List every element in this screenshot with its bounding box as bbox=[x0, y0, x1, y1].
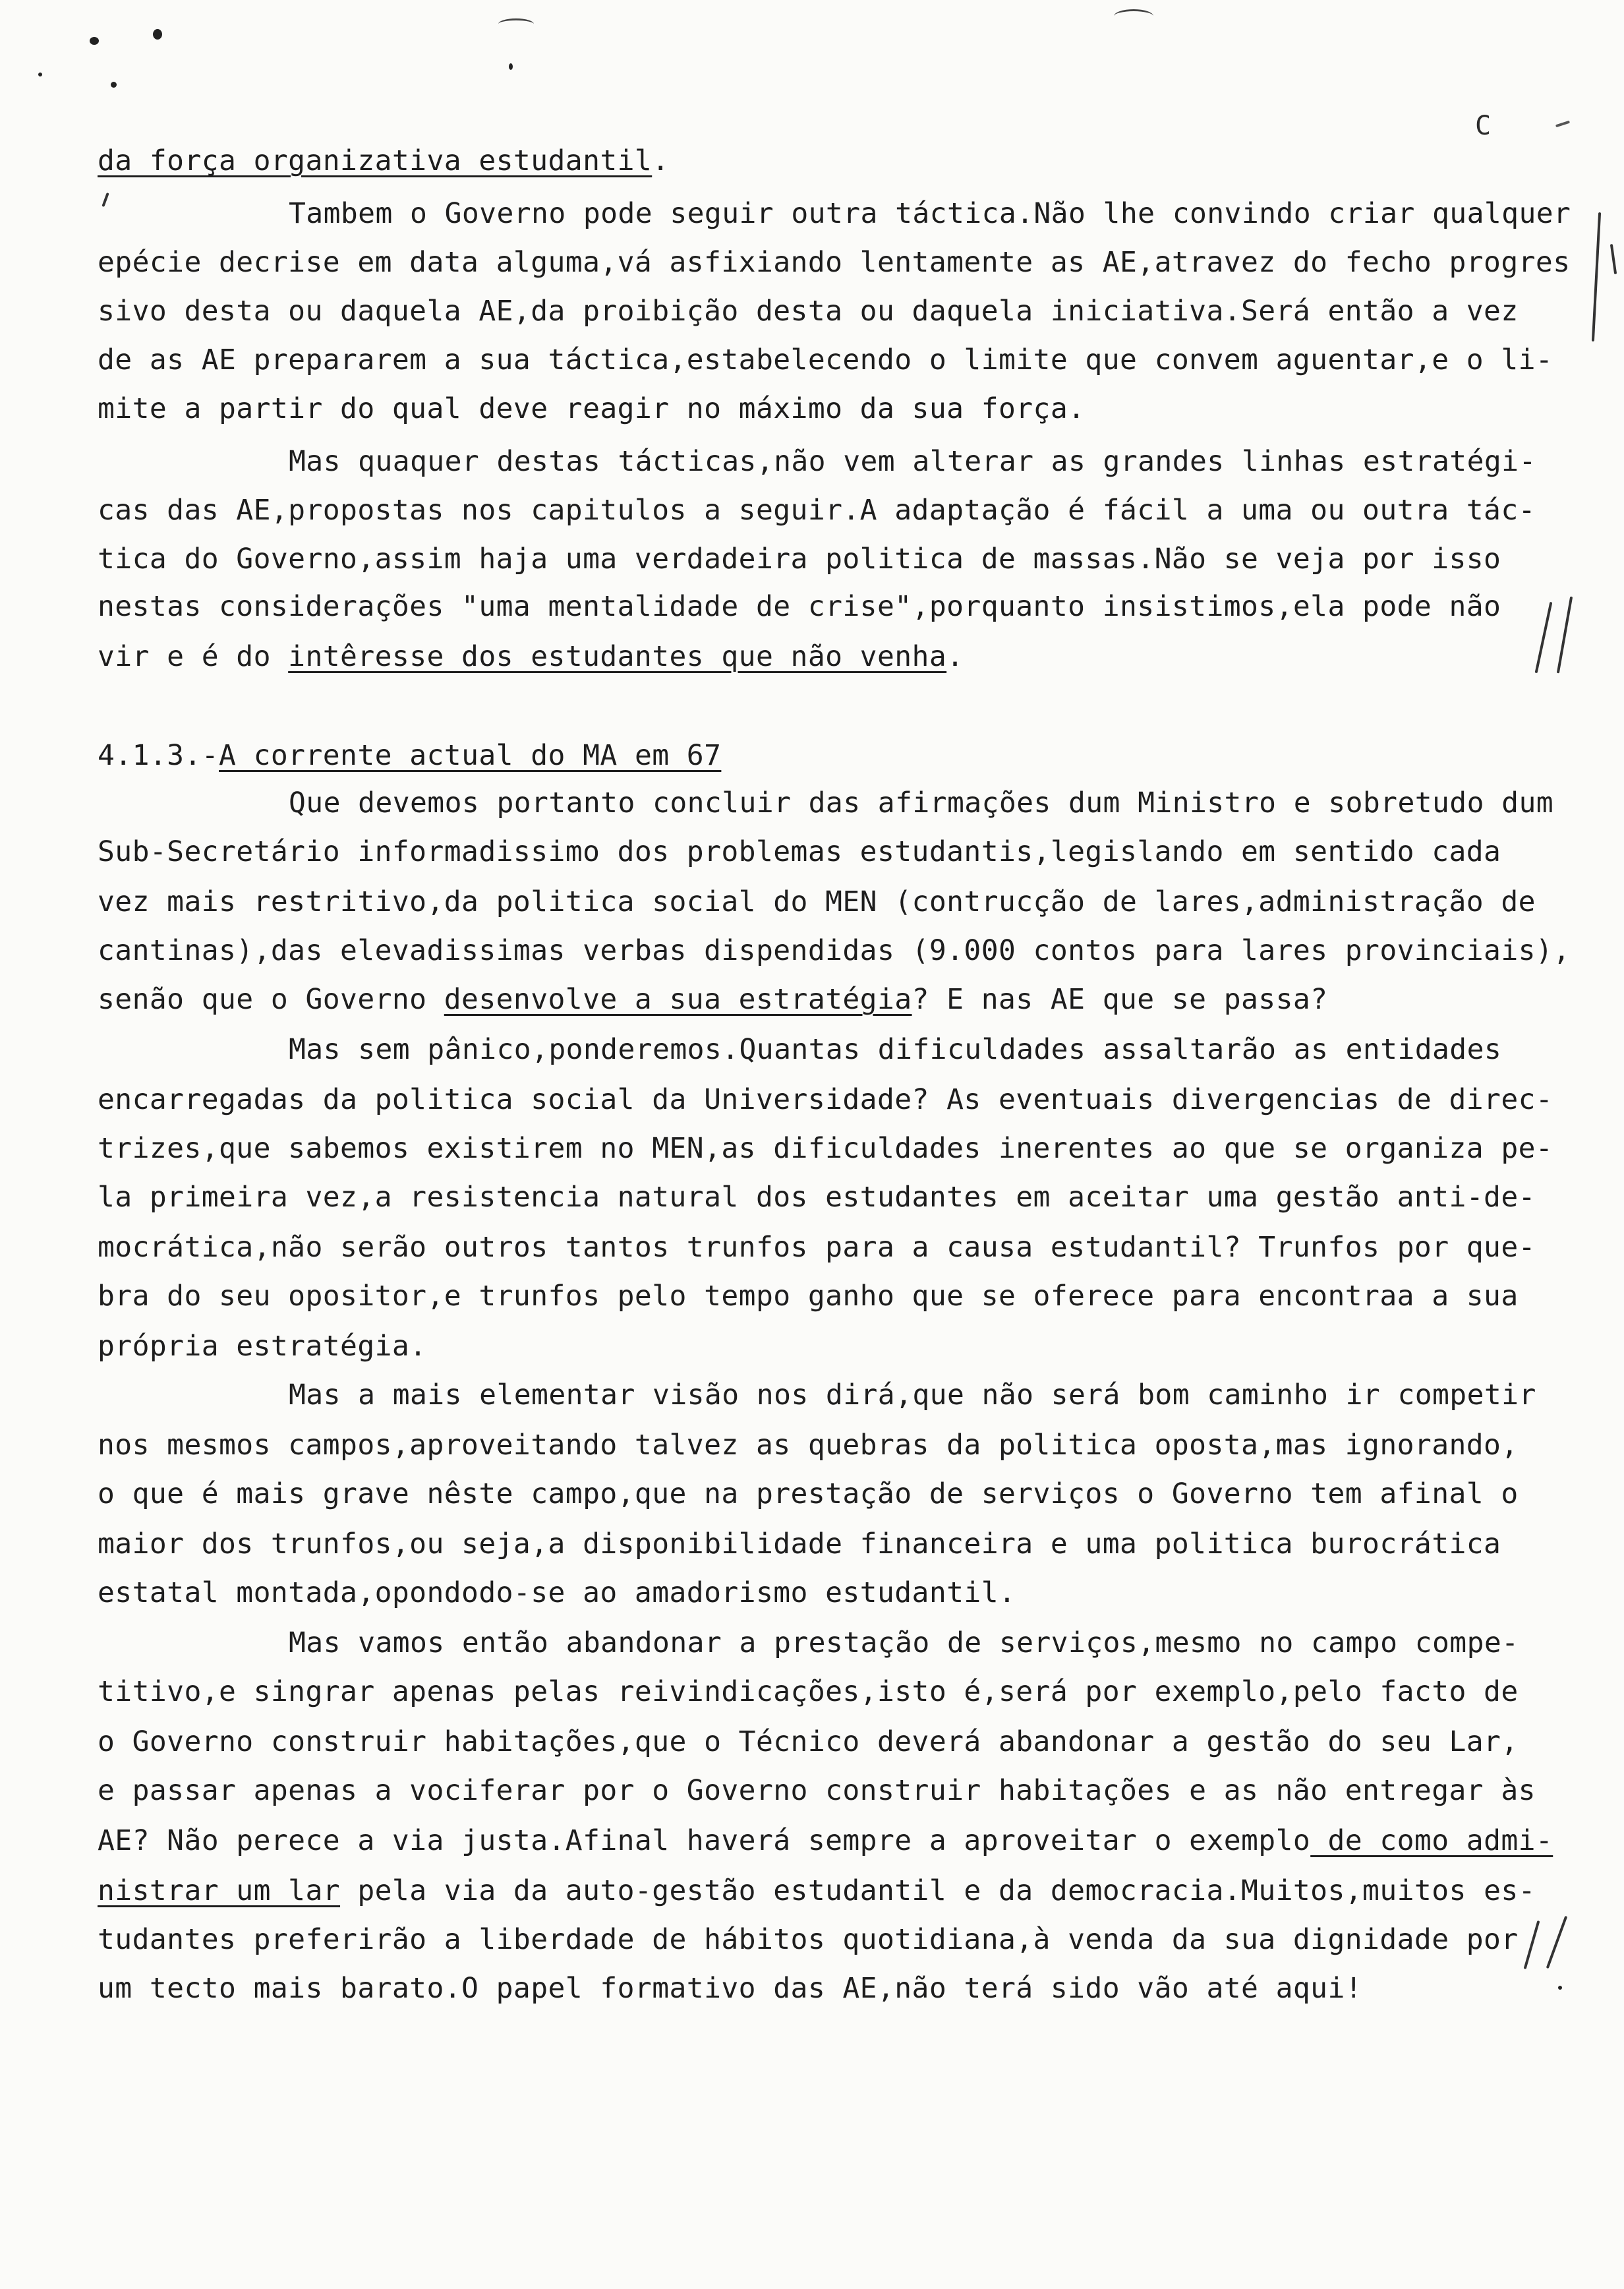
text-line: mocrática,não serão outros tantos trunfos para a causa estudantil? Trunfos por que- bbox=[98, 1231, 1536, 1264]
text-line: epécie decrise em data alguma,vá asfixiando lentamente as AE,atravez do fecho progres bbox=[98, 246, 1571, 279]
text-line: estatal montada,opondodo-se ao amadorismo estudantil. bbox=[98, 1576, 1016, 1609]
text-line: Mas vamos então abandonar a prestação de serviços,mesmo no campo compe- bbox=[289, 1626, 1519, 1659]
text-line: nos mesmos campos,aproveitando talvez as quebras da politica oposta,mas ignorando, bbox=[98, 1429, 1519, 1462]
text-line: da força organizativa estudantil. bbox=[98, 144, 670, 177]
text-line: própria estratégia. bbox=[98, 1330, 427, 1363]
text-line: vez mais restritivo,da politica social do MEN (contrucção de lares,administração de bbox=[98, 885, 1536, 918]
underlined-phrase: nistrar um lar bbox=[98, 1874, 341, 1907]
text-line: senão que o Governo desenvolve a sua estratégia? E nas AE que se passa? bbox=[98, 983, 1328, 1016]
text-line: tudantes preferirão a liberdade de hábitos quotidiana,à venda da sua dignidade por bbox=[98, 1923, 1519, 1956]
text-line: encarregadas da politica social da Universidade? As eventuais divergencias de direc- bbox=[98, 1083, 1553, 1116]
underlined-phrase: intêresse dos estudantes que não venha bbox=[288, 640, 947, 673]
underlined-phrase: desenvolve a sua estratégia bbox=[444, 983, 912, 1016]
text-line: e passar apenas a vociferar por o Governo construir habitações e as não entregar às bbox=[98, 1774, 1536, 1807]
text-line: bra do seu opositor,e trunfos pelo tempo ganho que se oferece para encontraa a sua bbox=[98, 1280, 1519, 1313]
text-line: Que devemos portanto concluir das afirmações dum Ministro e sobretudo dum bbox=[289, 787, 1554, 819]
margin-bracket-mark bbox=[1592, 212, 1601, 342]
text-line: Tambem o Governo pode seguir outra táctica.Não lhe convindo criar qualquer bbox=[289, 197, 1571, 230]
text-line: um tecto mais barato.O papel formativo das AE,não terá sido vão até aqui! bbox=[98, 1972, 1363, 2005]
text-line: o Governo construir habitações,que o Técnico deverá abandonar a gestão do seu Lar, bbox=[98, 1725, 1519, 1758]
text-line: o que é mais grave nêste campo,que na prestação de serviços o Governo tem afinal o bbox=[98, 1477, 1519, 1510]
text-line: Mas quaquer destas tácticas,não vem alterar as grandes linhas estratégi- bbox=[289, 445, 1536, 478]
text-line: maior dos trunfos,ou seja,a disponibilidade financeira e uma politica burocrática bbox=[98, 1528, 1501, 1561]
page-marker: C bbox=[1475, 111, 1492, 141]
ink-speck bbox=[38, 73, 42, 76]
margin-short-mark bbox=[1610, 244, 1617, 274]
text-line: trizes,que sabemos existirem no MEN,as dificuldades inerentes ao que se organiza pe- bbox=[98, 1132, 1553, 1165]
text-line: cantinas),das elevadissimas verbas dispendidas (9.000 contos para lares provinciais), bbox=[98, 934, 1571, 967]
text-line: mite a partir do qual deve reagir no máximo da sua força. bbox=[98, 392, 1086, 425]
typewritten-body bbox=[98, 0, 1571, 2289]
text-line: nistrar um lar pela via da auto-gestão estudantil e da democracia.Muitos,muitos es- bbox=[98, 1874, 1536, 1907]
text-line: titivo,e singrar apenas pelas reivindicações,isto é,será por exemplo,pelo facto de bbox=[98, 1675, 1519, 1708]
text-line: sivo desta ou daquela AE,da proibição desta ou daquela iniciativa.Será então a vez bbox=[98, 295, 1519, 328]
underlined-phrase: de como admi- bbox=[1310, 1824, 1553, 1857]
text-line: Mas sem pânico,ponderemos.Quantas dificuldades assaltarão as entidades bbox=[289, 1033, 1502, 1066]
text-line: nestas considerações "uma mentalidade de crise",porquanto insistimos,ela pode não bbox=[98, 590, 1501, 623]
text-line: cas das AE,propostas nos capitulos a seguir.A adaptação é fácil a uma ou outra tác- bbox=[98, 494, 1536, 527]
underlined-phrase: A corrente actual do MA em 67 bbox=[219, 739, 722, 772]
text-line: AE? Não perece a via justa.Afinal haverá sempre a aproveitar o exemplo de como admi- bbox=[98, 1824, 1553, 1857]
text-line: tica do Governo,assim haja uma verdadeira politica de massas.Não se veja por isso bbox=[98, 543, 1501, 576]
text-line: vir e é do intêresse dos estudantes que não venha. bbox=[98, 640, 964, 673]
text-line: de as AE prepararem a sua táctica,estabelecendo o limite que convem aguentar,e o li- bbox=[98, 343, 1553, 376]
text-line: la primeira vez,a resistencia natural dos estudantes em aceitar uma gestão anti-de- bbox=[98, 1181, 1536, 1214]
text-line: Mas a mais elementar visão nos dirá,que não será bom caminho ir competir bbox=[289, 1379, 1536, 1412]
underlined-phrase: da força organizativa estudantil bbox=[98, 144, 652, 177]
text-line: 4.1.3.-A corrente actual do MA em 67 bbox=[98, 739, 722, 772]
text-line: Sub-Secretário informadissimo dos problemas estudantis,legislando em sentido cada bbox=[98, 835, 1501, 868]
